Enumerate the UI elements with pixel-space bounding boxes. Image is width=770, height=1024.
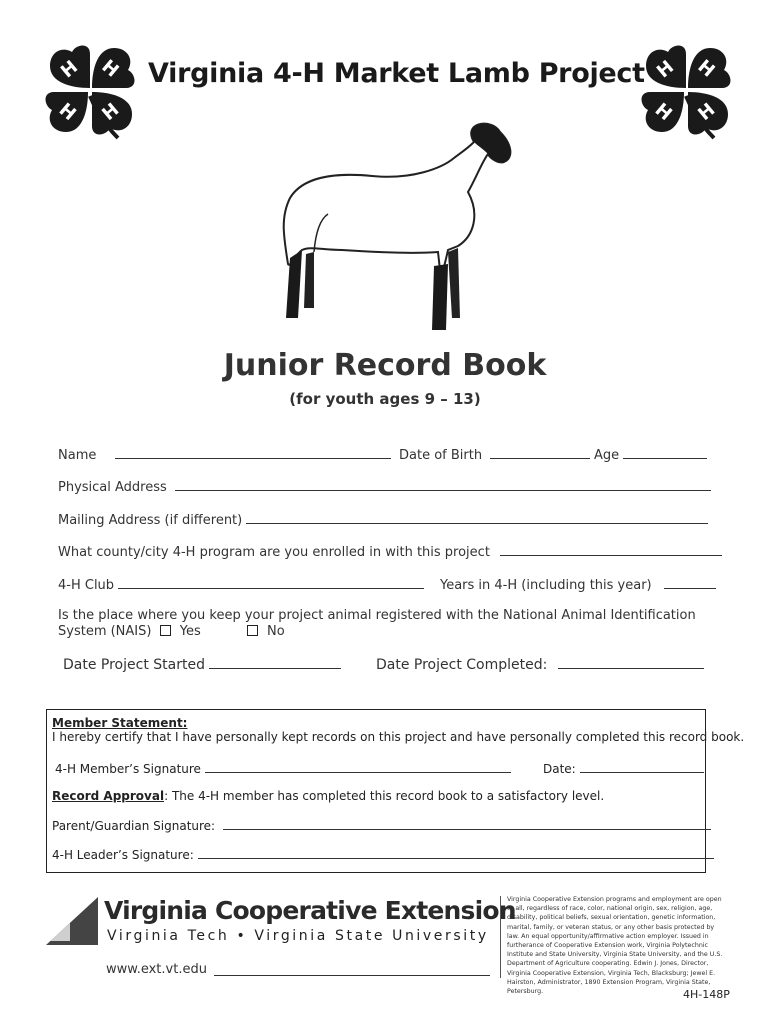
leader-signature-label: 4-H Leader’s Signature: (52, 848, 194, 862)
leader-signature-field[interactable] (198, 846, 714, 859)
date-completed-label: Date Project Completed: (376, 657, 548, 673)
nais-no-checkbox[interactable] (247, 625, 258, 636)
physical-address-field[interactable] (175, 478, 711, 491)
record-approval-heading: Record Approval (52, 789, 165, 803)
svg-text:H: H (693, 55, 719, 82)
parent-signature-label: Parent/Guardian Signature: (52, 819, 216, 833)
county-field[interactable] (500, 543, 722, 556)
member-date-row (543, 760, 704, 776)
age-range-subtitle: (for youth ages 9 – 13) (289, 390, 481, 408)
nais-answer-row (58, 624, 285, 639)
club-field[interactable] (118, 576, 424, 589)
svg-text:H: H (694, 99, 720, 125)
svg-text:H: H (97, 55, 123, 82)
equal-opportunity-disclaimer: Virginia Cooperative Extension programs and employment are open to all, regardless of race, color, national origin, sex, religion, age, disability, political beliefs, sexual orientation, genetic information, marital, family, or veteran status, or any other basis protected by law. An equal opportunity/affirmative action employer. Issued in furtherance of Cooperative Extension work, Virginia Polytechnic Institute and State University, Virginia State University, and the U.S. Department of Agriculture cooperating. Edwin J. Jones, Director, Virginia Cooperative Extension, Virginia Tech, Blacksburg; Jewel E. Hairston, Administrator, 1890 Extension Program, Virginia State, Petersburg. (507, 896, 723, 996)
member-statement-box (46, 709, 745, 873)
publication-code: 4H-148P (683, 988, 730, 1001)
date-started-label: Date Project Started (63, 657, 205, 673)
parent-signature-row (52, 817, 711, 833)
physical-address-row (58, 478, 711, 495)
member-signature-row (55, 760, 511, 776)
member-date-label: Date: (543, 762, 576, 776)
member-statement-text: I hereby certify that I have personally kept records on this project and have personally completed this record book. (52, 730, 745, 744)
mailing-address-field[interactable] (246, 511, 708, 524)
nais-yes-label: Yes (179, 624, 201, 639)
leader-signature-row (52, 846, 714, 862)
club-label: 4-H Club (58, 578, 115, 593)
record-approval-text: : The 4-H member has completed this record book to a satisfactory level. (164, 789, 605, 803)
member-signature-label: 4-H Member’s Signature (55, 762, 201, 776)
name-label: Name (58, 448, 97, 463)
parent-signature-field[interactable] (223, 817, 711, 830)
mailing-address-row (58, 511, 708, 528)
date-completed-field[interactable] (558, 656, 704, 669)
physical-address-label: Physical Address (58, 480, 167, 495)
years-row (440, 576, 716, 593)
name-row (58, 446, 391, 463)
years-field[interactable] (664, 576, 716, 589)
lamb-illustration (262, 118, 522, 348)
name-field[interactable] (115, 446, 391, 459)
record-approval-row (52, 789, 604, 803)
footer-divider (214, 975, 490, 976)
four-h-clover-logo-right (636, 40, 736, 140)
record-book-title: Junior Record Book (223, 348, 547, 383)
dob-field[interactable] (490, 446, 590, 459)
date-started-field[interactable] (209, 656, 341, 669)
mailing-address-label: Mailing Address (if different) (58, 513, 243, 528)
member-date-field[interactable] (580, 760, 704, 773)
nais-question: Is the place where you keep your project animal registered with the National Animal Identification (58, 608, 696, 623)
dob-label: Date of Birth (399, 448, 483, 463)
age-row (594, 446, 707, 463)
svg-text:H: H (56, 56, 83, 83)
vce-logo-icon (46, 897, 98, 945)
page-title: Virginia 4-H Market Lamb Project (148, 58, 645, 89)
vce-universities: Virginia Tech • Virginia State University (107, 928, 489, 944)
member-signature-field[interactable] (205, 760, 511, 773)
disclaimer-divider (500, 896, 501, 978)
county-row (58, 543, 722, 560)
nais-label: System (NAIS) (58, 624, 152, 639)
years-label: Years in 4-H (including this year) (440, 578, 652, 593)
nais-yes-checkbox[interactable] (160, 625, 171, 636)
vce-url-link[interactable]: www.ext.vt.edu (106, 962, 207, 977)
dob-row (399, 446, 590, 463)
svg-text:H: H (98, 99, 124, 125)
club-row (58, 576, 424, 593)
date-completed-row (376, 656, 704, 673)
vce-org-name: Virginia Cooperative Extension (104, 896, 516, 925)
svg-text:H: H (652, 56, 679, 83)
age-field[interactable] (623, 446, 707, 459)
svg-text:H: H (54, 99, 80, 125)
member-statement-heading: Member Statement: (52, 716, 188, 730)
nais-no-label: No (267, 624, 285, 639)
age-label: Age (594, 448, 620, 463)
four-h-clover-logo-left (40, 40, 140, 140)
date-started-row (63, 656, 341, 673)
county-label: What county/city 4-H program are you enrolled in with this project (58, 545, 490, 560)
svg-text:H: H (650, 99, 676, 125)
